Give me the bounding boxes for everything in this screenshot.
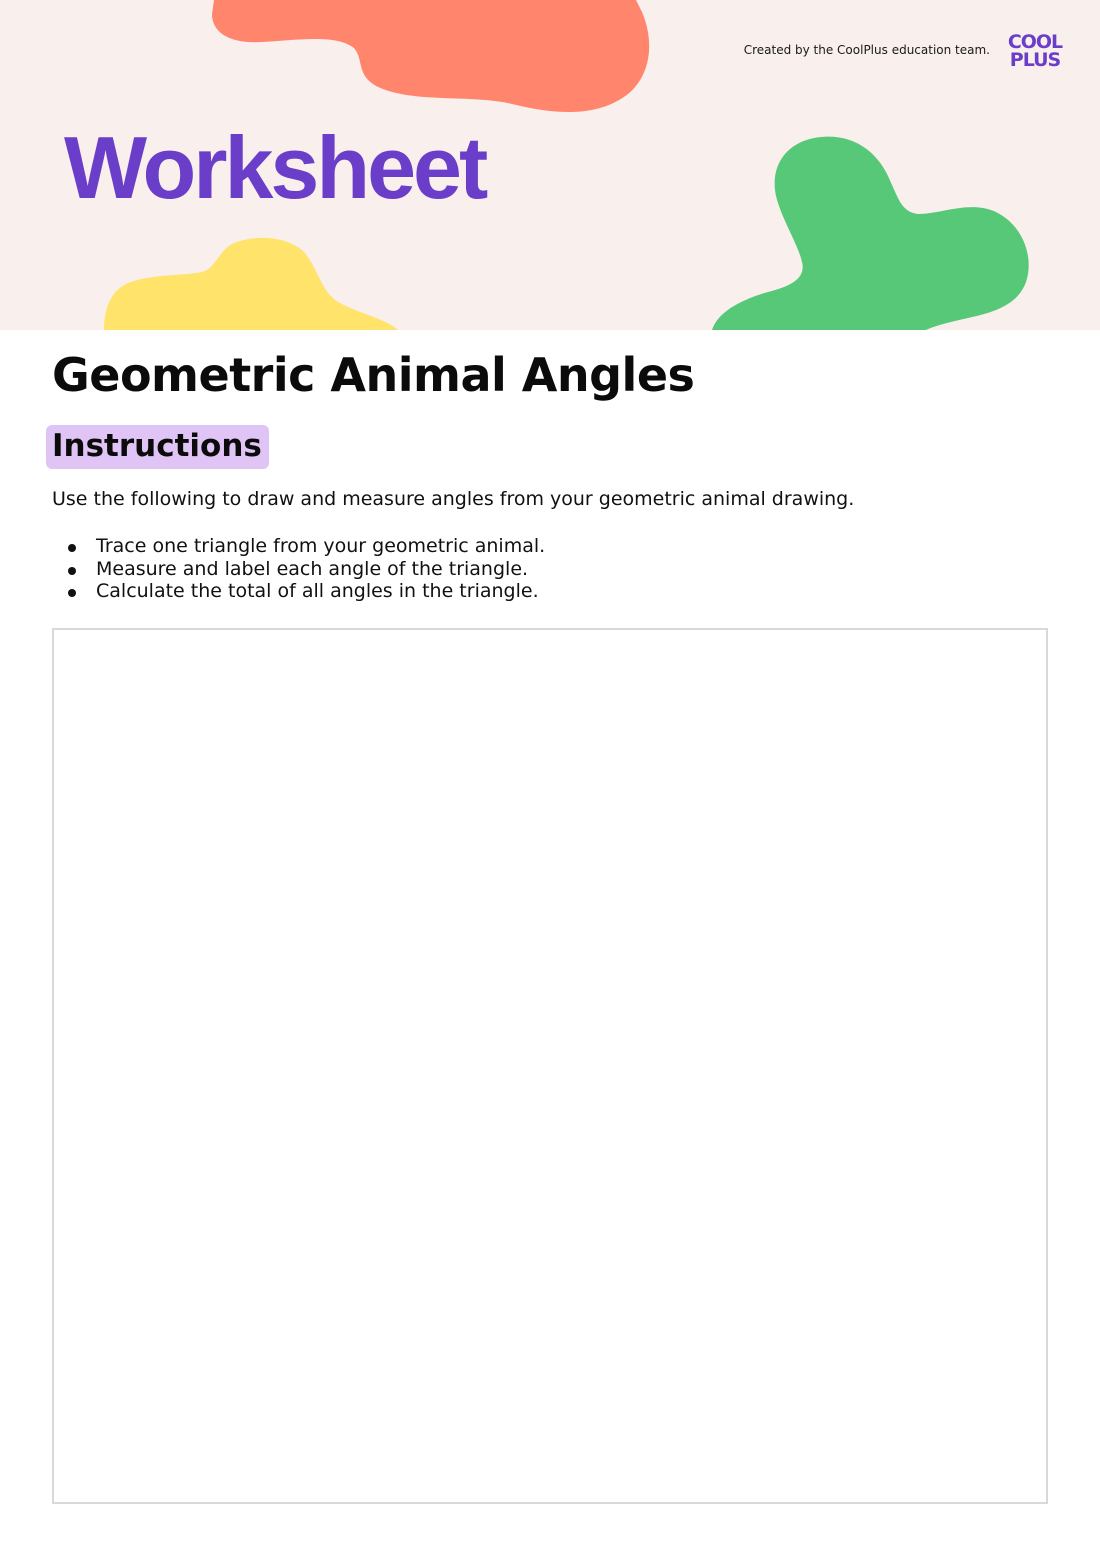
list-item: [52, 558, 545, 581]
bullet-icon: [68, 544, 76, 552]
green-paint-blob: [712, 137, 1029, 330]
yellow-paint-blob: [104, 238, 398, 330]
coral-paint-blob: [212, 0, 649, 112]
instructions-heading: Instructions: [46, 425, 269, 469]
instructions-intro: Use the following to draw and measure angles from your geometric animal drawing.: [52, 488, 855, 510]
bullet-icon: [68, 589, 76, 597]
page-title: Geometric Animal Angles: [52, 348, 695, 402]
logo-line-cool: COOL: [1007, 31, 1063, 53]
drawing-area[interactable]: [52, 628, 1048, 1504]
list-item-text: Trace one triangle from your geometric animal.: [96, 535, 546, 557]
list-item-text: Calculate the total of all angles in the triangle.: [96, 580, 539, 602]
credit-text: Created by the CoolPlus education team.: [743, 43, 990, 57]
list-item: [52, 535, 545, 558]
instruction-list: [52, 535, 545, 603]
header-banner: [0, 0, 1100, 330]
logo-line-plus: PLUS: [1009, 49, 1061, 71]
worksheet-title: Worksheet: [64, 118, 486, 217]
bullet-icon: [68, 567, 76, 575]
list-item: [52, 580, 545, 603]
coolplus-logo: [1003, 33, 1067, 69]
list-item-text: Measure and label each angle of the triangle.: [96, 557, 529, 580]
